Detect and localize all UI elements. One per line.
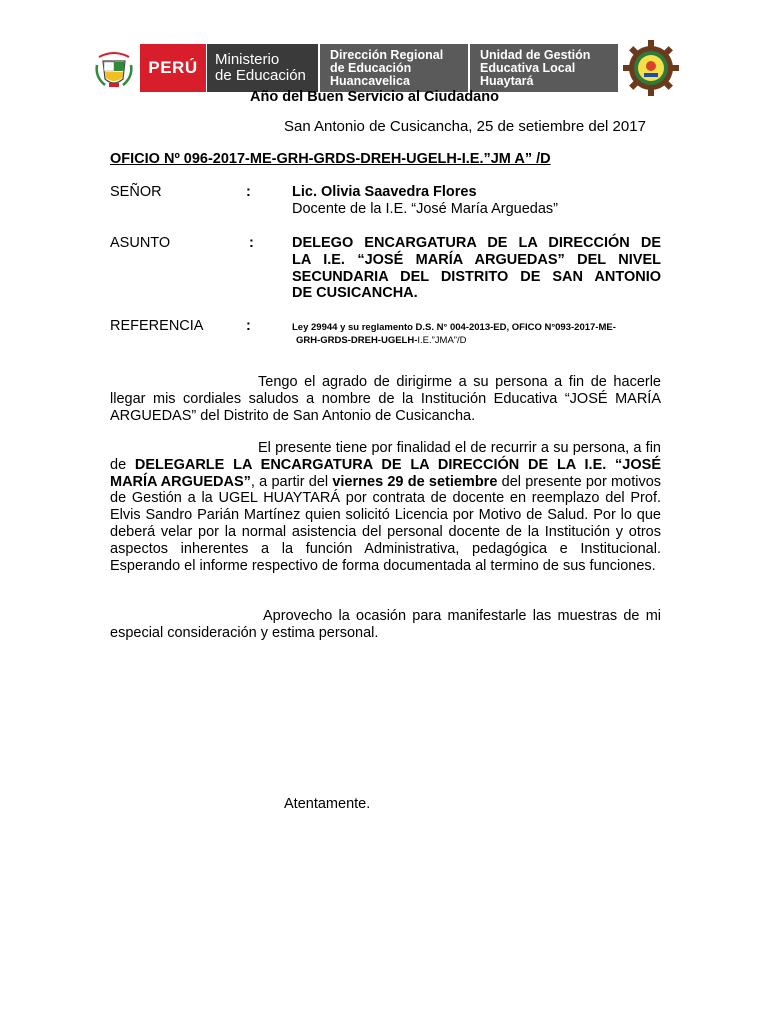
ministerio-line-2: de Educación (215, 67, 306, 84)
ministerio-box (206, 44, 318, 92)
body-paragraph-2 (110, 440, 661, 574)
p2-date: viernes 29 de setiembre (332, 473, 498, 490)
referencia-line-1: Ley 29944 y su reglamento D.S. N° 004-2013-ED, OFICO N°093-2017-ME- (292, 322, 616, 333)
ugel-line-3: Huaytará (480, 73, 534, 88)
referencia-line-2a: GRH-GRDS-DREH-UGELH- (296, 335, 418, 346)
year-motto: Año del Buen Servicio al Ciudadano (250, 89, 499, 105)
body-paragraph-3: Aprovecho la ocasión para manifestarle las muestras de mi especial consideración y estima personal. (110, 608, 661, 641)
place-date: San Antonio de Cusicancha, 25 de setiembre del 2017 (284, 118, 646, 135)
header-banner (88, 44, 682, 92)
p2-from: , a partir del (250, 473, 333, 490)
p2-intro: El presente tiene por finalidad el de recurrir a su persona, a fin de (110, 440, 661, 473)
referencia-colon: : (246, 318, 251, 334)
ugel-line-1: Unidad de Gestión (480, 47, 591, 62)
peru-brand-box: PERÚ (140, 44, 206, 92)
senor-label: SEÑOR (110, 184, 162, 200)
asunto-line-2: LA I.E. “JOSÉ MARÍA ARGUEDAS” DEL NIVEL (292, 251, 661, 268)
p2-delegation: DELEGARLE LA ENCARGATURA DE LA DIRECCIÓN DE LA I.E. “JOSÉ MARÍA ARGUEDAS” (110, 456, 661, 490)
ministerio-line-1: Ministerio (215, 51, 280, 68)
peru-coat-of-arms-icon (88, 44, 140, 92)
asunto-line-4: DE CUSICANCHA. (292, 285, 418, 302)
body-paragraph-1: Tengo el agrado de dirigirme a su persona a fin de hacerle llegar mis cordiales saludos a nombre de la Institución Educativa “JOSÉ MARÍA ARGUEDAS” del Distrito de San Antonio de Cusicancha. (110, 374, 661, 424)
asunto-label: ASUNTO (110, 235, 171, 251)
school-gear-logo-icon (620, 38, 682, 98)
senor-colon: : (246, 184, 251, 200)
asunto-line-1: DELEGO ENCARGATURA DE LA DIRECCIÓN DE (292, 235, 661, 251)
referencia-line-2b: I.E.”JMA”/D (417, 335, 467, 346)
closing: Atentamente. (284, 796, 371, 812)
recipient-name: Lic. Olivia Saavedra Flores (292, 184, 477, 200)
dre-box (318, 44, 468, 92)
referencia-line-2 (296, 334, 466, 347)
ugel-box (468, 44, 618, 92)
dre-line-1: Dirección Regional (330, 47, 444, 62)
recipient-role: Docente de la I.E. “José María Arguedas” (292, 201, 558, 217)
asunto-colon: : (249, 235, 254, 251)
dre-line-3: Huancavelica (330, 73, 410, 88)
oficio-number: OFICIO Nº 096-2017-ME-GRH-GRDS-DREH-UGELH-I.E.”JM A” /D (110, 151, 551, 167)
referencia-label: REFERENCIA (110, 318, 204, 334)
asunto-text (292, 235, 661, 302)
dre-line-2: de Educación (330, 60, 412, 75)
ugel-line-2: Educativa Local (480, 60, 576, 75)
asunto-line-3: SECUNDARIA DEL DISTRITO DE SAN ANTONIO (292, 268, 661, 285)
p2-rest: del presente por motivos de Gestión a la UGEL HUAYTARÁ por contrata de docente en reemplazo del Prof. Elvis Sandro Parián Martínez quien solicitó Licencia por Motivo de Salud. Por lo que deberá velar por la normal asistencia del personal docente de la Institución y otros aspectos inherentes a la función Administrativa, pedagógica e Institucional. Esperando el informe respectivo de forma documentada al termino de sus funciones. (110, 473, 662, 574)
